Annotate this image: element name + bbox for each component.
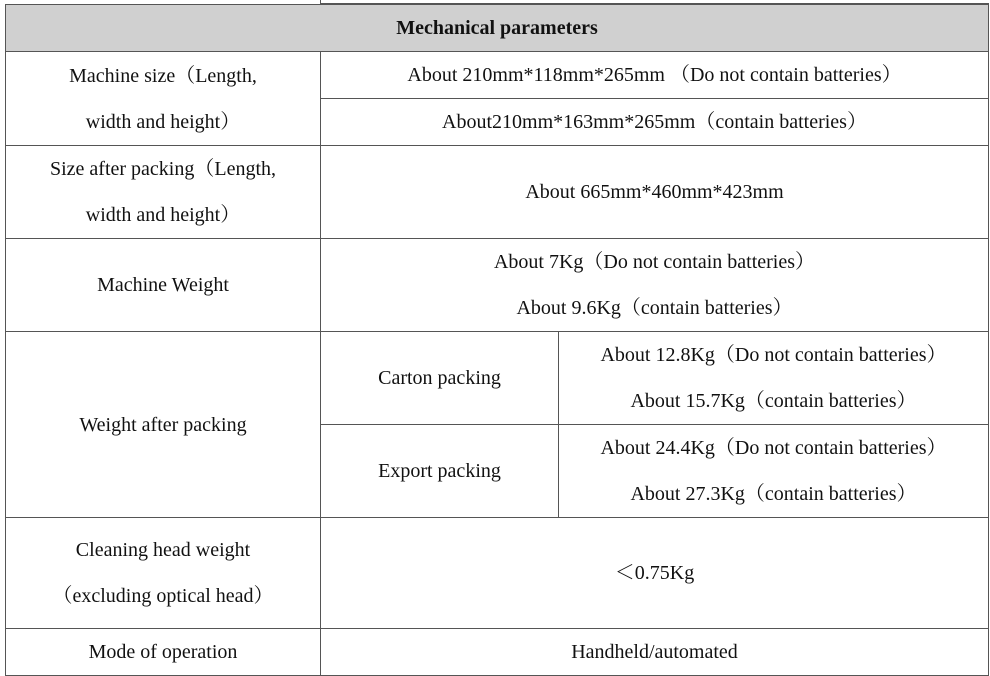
- mechanical-parameters-table: [5, 4, 989, 676]
- export-packing-value-batteries: About 27.3Kg（contain batteries）: [630, 483, 917, 505]
- size-after-packing-label-line1: Size after packing（Length,: [49, 158, 277, 180]
- export-packing-label: Export packing: [321, 425, 559, 518]
- machine-size-label: [6, 52, 321, 146]
- machine-size-label-line2: width and height）: [85, 110, 241, 133]
- cleaning-head-weight-label: [6, 518, 321, 629]
- export-packing-value: [559, 425, 989, 518]
- machine-size-value-no-batteries: About 210mm*118mm*265mm （Do not contain batteries）: [321, 52, 989, 99]
- cleaning-head-weight-label-line2: （excluding optical head）: [52, 585, 274, 607]
- carton-packing-label: Carton packing: [321, 332, 559, 425]
- machine-size-value-batteries: About210mm*163mm*265mm（contain batteries）: [321, 99, 989, 146]
- machine-size-label-line1: Machine size（Length,: [69, 64, 257, 87]
- size-after-packing-label-line2: width and height）: [85, 204, 241, 226]
- mode-of-operation-value: Handheld/automated: [321, 629, 989, 676]
- size-after-packing-value: About 665mm*460mm*423mm: [321, 146, 989, 239]
- table-header: Mechanical parameters: [6, 5, 989, 52]
- carton-packing-value-batteries: About 15.7Kg（contain batteries）: [630, 390, 917, 412]
- carton-packing-value-no-batteries: About 12.8Kg（Do not contain batteries）: [600, 344, 947, 366]
- machine-weight-label: Machine Weight: [6, 239, 321, 332]
- size-after-packing-label: [6, 146, 321, 239]
- cleaning-head-weight-value: ＜0.75Kg: [321, 518, 989, 629]
- export-packing-value-no-batteries: About 24.4Kg（Do not contain batteries）: [600, 437, 947, 459]
- spec-sheet: [5, 0, 989, 675]
- weight-after-packing-label: Weight after packing: [6, 332, 321, 518]
- cleaning-head-weight-label-line1: Cleaning head weight: [75, 539, 251, 561]
- carton-packing-value: [559, 332, 989, 425]
- mode-of-operation-label: Mode of operation: [6, 629, 321, 676]
- machine-weight-value: [321, 239, 989, 332]
- machine-weight-value-batteries: About 9.6Kg（contain batteries）: [516, 297, 793, 319]
- machine-weight-value-no-batteries: About 7Kg（Do not contain batteries）: [493, 251, 816, 273]
